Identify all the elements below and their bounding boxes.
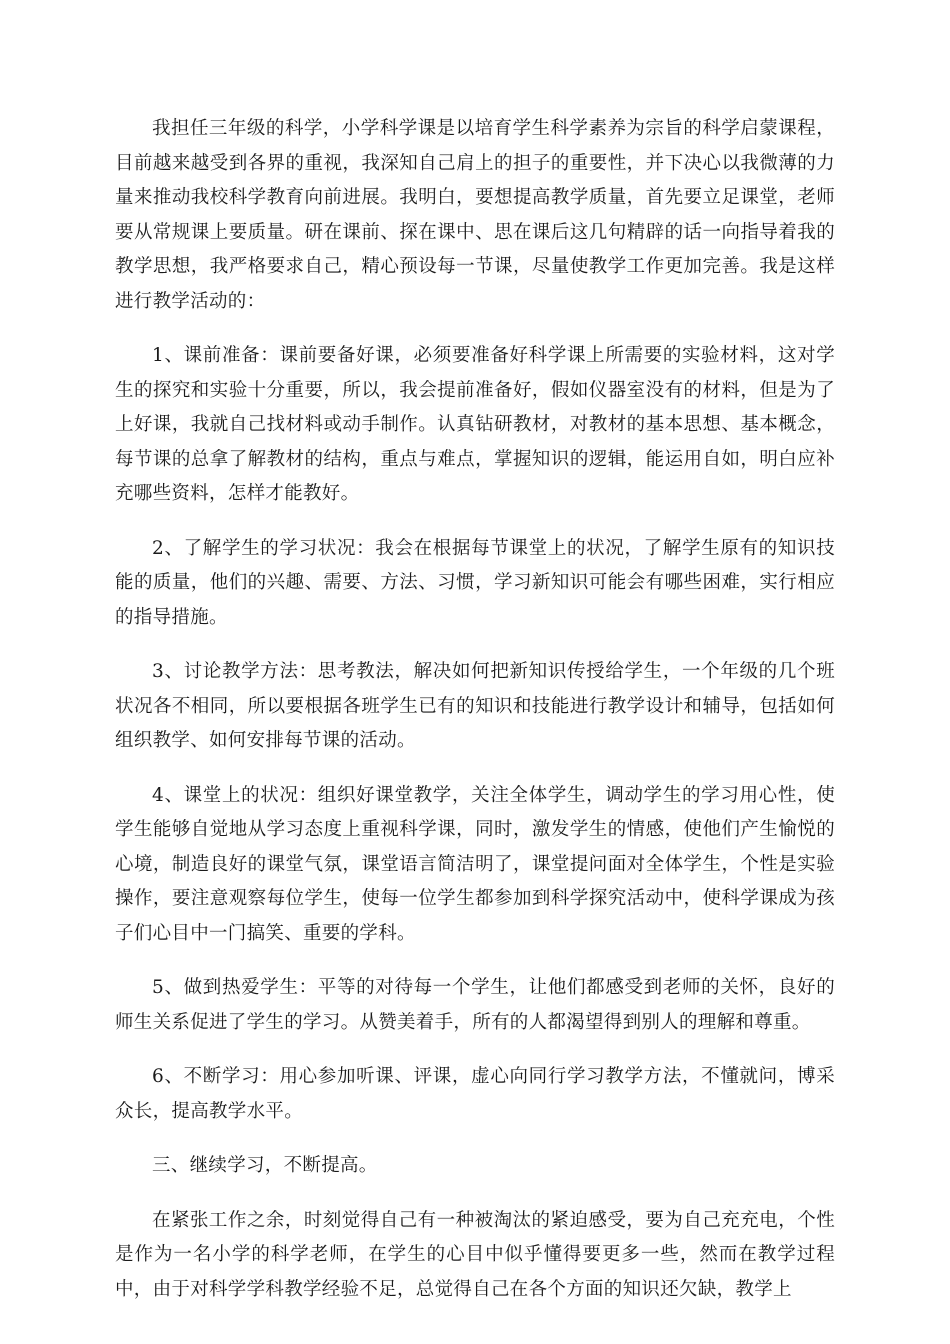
paragraph-intro: 我担任三年级的科学，小学科学课是以培育学生科学素养为宗旨的科学启蒙课程，目前越来越受到各界的重视，我深知自己肩上的担子的重要性，并下决心以我微薄的力量来推动我校科学教育向前进展。我明白，要想提高教学质量，首先要立足课堂，老师要从常规课上要质量。研在课前、探在课中、思在课后这几句精辟的话一向指导着我的教学思想，我严格要求自己，精心预设每一节课，尽量使教学工作更加完善。我是这样进行教学活动的： — [115, 118, 835, 312]
paragraph-item-2: 2、了解学生的学习状况：我会在根据每节课堂上的状况，了解学生原有的知识技能的质量，他们的兴趣、需要、方法、习惯，学习新知识可能会有哪些困难，实行相应的指导措施。 — [115, 537, 835, 628]
paragraph-item-4: 4、课堂上的状况：组织好课堂教学，关注全体学生，调动学生的学习用心性，使学生能够自觉地从学习态度上重视科学课，同时，激发学生的情感，使他们产生愉悦的心境，制造良好的课堂气氛，课堂语言简洁明了，课堂提问面对全体学生，个性是实验操作，要注意观察每位学生，使每一位学生都参加到科学探究活动中，使科学课成为孩子们心目中一门搞笑、重要的学科。 — [115, 784, 835, 944]
section-heading-3: 三、继续学习，不断提高。 — [152, 1155, 378, 1176]
paragraph-item-6: 6、不断学习：用心参加听课、评课，虚心向同行学习教学方法，不懂就问，博采众长，提高教学水平。 — [115, 1066, 835, 1122]
document-page — [115, 112, 835, 1327]
paragraph-item-5: 5、做到热爱学生：平等的对待每一个学生，让他们都感受到老师的关怀，良好的师生关系促进了学生的学习。从赞美着手，所有的人都渴望得到别人的理解和尊重。 — [115, 977, 835, 1033]
paragraph-item-1: 1、课前准备：课前要备好课，必须要准备好科学课上所需要的实验材料，这对学生的探究和实验十分重要，所以，我会提前准备好，假如仪器室没有的材料，但是为了上好课，我就自己找材料或动手制作。认真钻研教材，对教材的基本思想、基本概念，每节课的总拿了解教材的结构，重点与难点，掌握知识的逻辑，能运用自如，明白应补充哪些资料，怎样才能教好。 — [115, 345, 835, 504]
paragraph-item-3: 3、讨论教学方法：思考教法，解决如何把新知识传授给学生，一个年级的几个班状况各不相同，所以要根据各班学生已有的知识和技能进行教学设计和辅导，包括如何组织教学、如何安排每节课的活动。 — [115, 661, 835, 751]
paragraph-continue-learning: 在紧张工作之余，时刻觉得自己有一种被淘汰的紧迫感受，要为自己充充电，个性是作为一名小学的科学老师，在学生的心目中似乎懂得要更多一些，然而在教学过程中，由于对科学学科教学经验不足，总觉得自己在各个方面的知识还欠缺，教学上 — [115, 1209, 835, 1300]
